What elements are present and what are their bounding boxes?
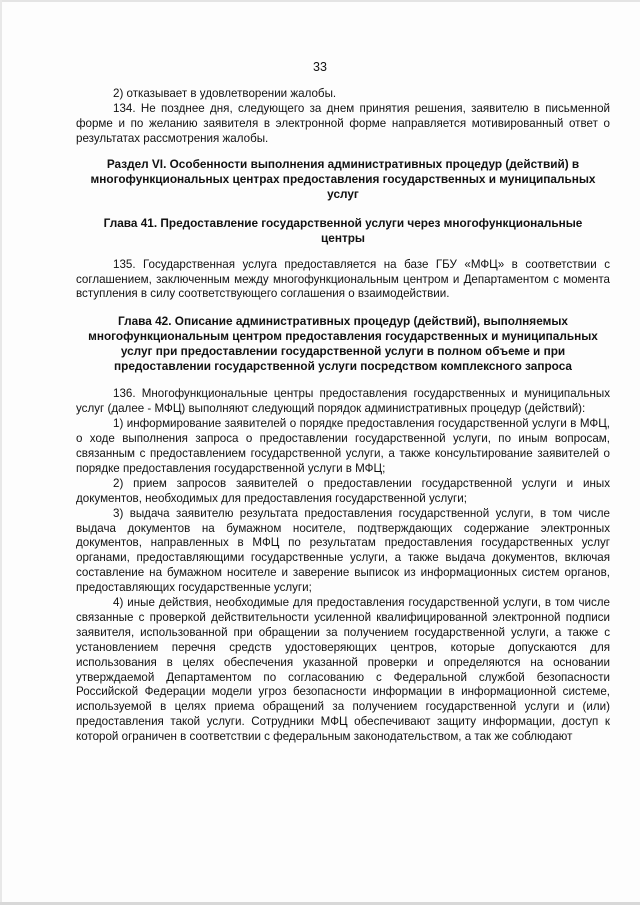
paragraph: 135. Государственная услуга предоставляется на базе ГБУ «МФЦ» в соответствии с соглашением, заключенным между многофункциональным центром и Департаментом с момента вступления в силу соответствующего соглашения о взаимодействии.	[76, 257, 610, 301]
chapter-heading: Глава 42. Описание административных процедур (действий), выполняемых многофункциональным центром предоставления государственных и муниципальных услуг при предоставлении государственной услуги в полном объеме и при предоставлении государственной услуги посредством комплексного запроса	[88, 314, 598, 374]
page-number: 33	[313, 60, 327, 74]
list-item: 3) выдача заявителю результата предоставления государственной услуги, в том числе выдача документов на бумажном носителе, подтверждающих содержание электронных документов, направленных в МФЦ по результатам предоставления государственных услуг органами, предоставляющими государственные услуги, а также выдача документов, включая составление на бумажном носителе и заверение выписок из информационных систем органов, предоставляющих государственные услуги;	[76, 506, 610, 595]
list-item: 1) информирование заявителей о порядке предоставления государственной услуги в МФЦ, о ходе выполнения запроса о предоставлении государственной услуги, по иным вопросам, связанным с предоставлением государственной услуги, а также консультирование заявителей о порядке предоставления государственной услуги в МФЦ;	[76, 417, 610, 475]
document-body	[76, 87, 610, 745]
paragraph: 2) отказывает в удовлетворении жалобы.	[113, 87, 337, 100]
paragraph: 136. Многофункциональные центры предоставления государственных и муниципальных услуг (далее - МФЦ) выполняют следующий порядок административных процедур (действий):	[76, 387, 610, 416]
paragraph: 134. Не позднее дня, следующего за днем принятия решения, заявителю в письменной форме и по желанию заявителя в электронной форме направляется мотивированный ответ о результатах рассмотрения жалобы.	[76, 101, 610, 145]
list-item: 4) иные действия, необходимые для предоставления государственной услуги, в том числе связанные с проверкой действительности усиленной квалифицированной электронной подписи заявителя, использованной при обращении за получением государственной услуги, а также с установлением перечня средств удостоверяющих центров, которые допускаются для использования в целях обеспечения указанной проверки и определяются на основании утверждаемой Департаментом по согласованию с Федеральной службой безопасности Российской Федерации модели угроз безопасности информации в информационной системе, используемой в целях приема обращений за получением государственной услуги и (или) предоставления такой услуги. Сотрудники МФЦ обеспечивают защиту информации, доступ к которой ограничен в соответствии с федеральным законодательством, а так же соблюдают	[76, 596, 610, 744]
chapter-heading: Глава 41. Предоставление государственной услуги через многофункциональные центры	[103, 215, 583, 245]
scan-edge	[0, 0, 640, 2]
section-heading: Раздел VI. Особенности выполнения административных процедур (действий) в многофункциональных центрах предоставления государственных и муниципальных услуг	[90, 156, 596, 201]
list-item: 2) прием запросов заявителей о предоставлении государственной услуги и иных документов, необходимых для предоставления государственной услуги;	[76, 476, 610, 505]
scan-edge	[0, 0, 2, 905]
